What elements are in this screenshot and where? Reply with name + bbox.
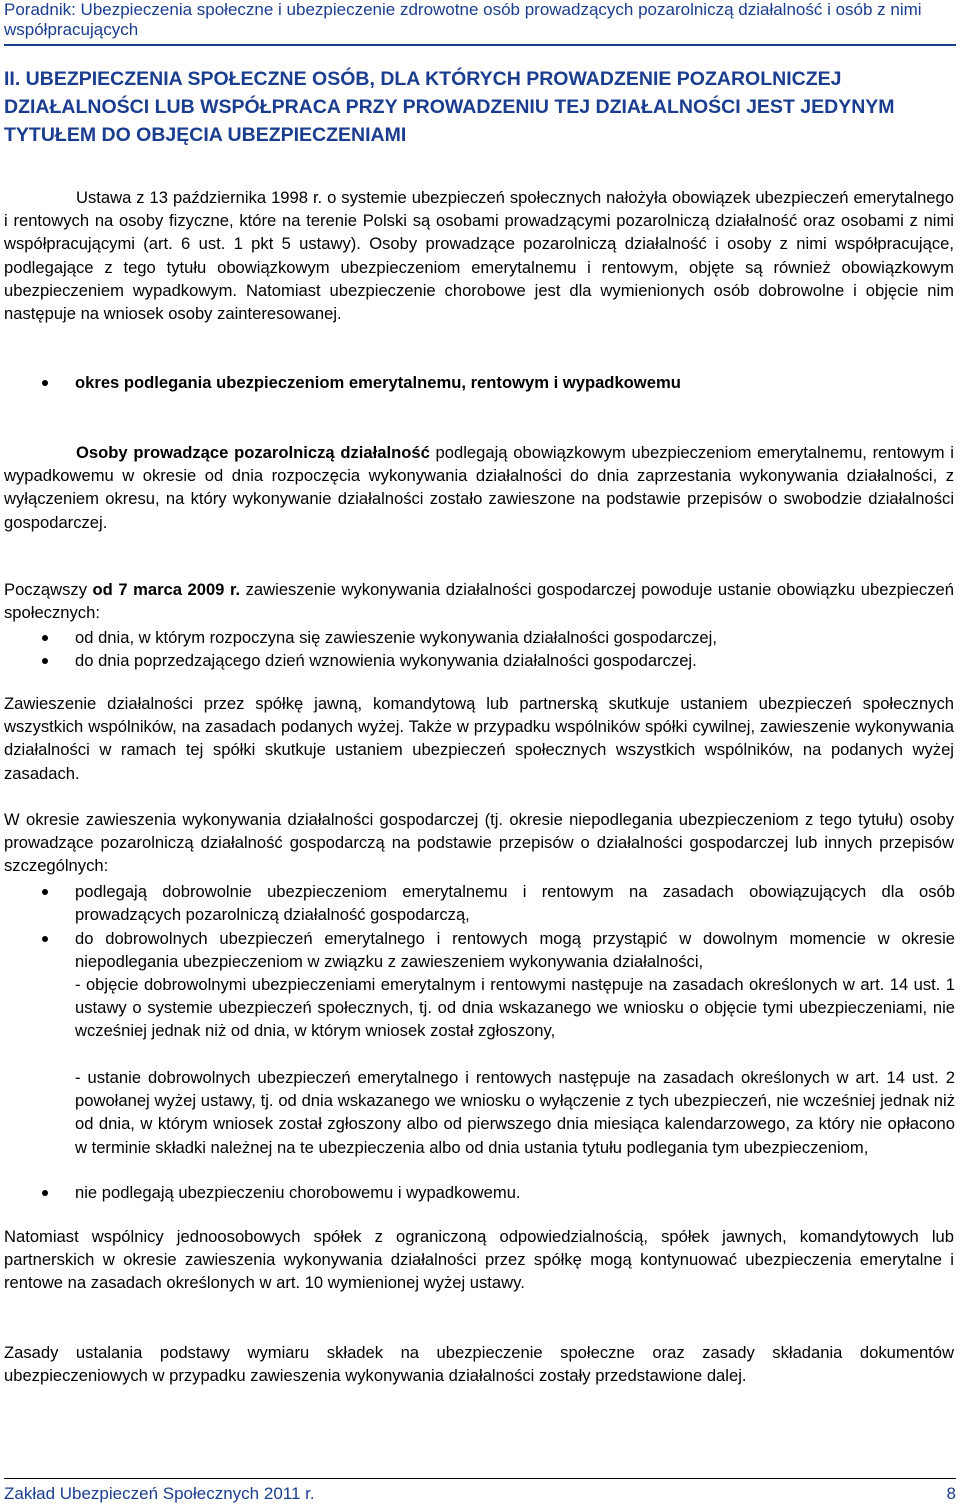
paragraph-w-okresie: W okresie zawieszenia wykonywania działalności gospodarczej (tj. okresie niepodlegania ubezpieczeniom z tego tytułu) osoby prowadzące pozarolniczą działalność gospodarczą na podstawie przepisów o działalności gospodarczej lub innych przepisów szczególnych: bbox=[4, 810, 954, 876]
list-subitem-text: - ustanie dobrowolnych ubezpieczeń emerytalnego i rentowych następuje na zasadach określonych w art. 14 ust. 2 powołanej wyżej ustawy, tj. od dnia wskazanego we wniosku o wyłączenie z tych ubezpieczeń, nie wcześniej jednak niż od dnia, w którym wniosek został zgłoszony albo od pierwszego dnia miesiąca kalendarzowego, za który nie opłacono w terminie składki należnej na te ubezpieczenia albo od dnia ustania tytułu podlegania tym ubezpieczeniom, bbox=[75, 1068, 955, 1157]
header-rule bbox=[4, 44, 956, 46]
paragraph-osoby-rest: podlegają obowiązkowym ubezpieczeniom emerytalnemu, rentowym i wypadkowemu w okresie od dnia rozpoczęcia wykonywania działalności do dnia zaprzestania wykonywania działalności, z wyłączeniem okresu, na który wykonywanie działalności zostało zawieszone na podstawie przepisów o swobodzie działalności gospodarczej. bbox=[4, 443, 954, 532]
list-item-text: nie podlegają ubezpieczeniu chorobowemu i wypadkowemu. bbox=[75, 1183, 521, 1202]
paragraph-zawieszenie: Zawieszenie działalności przez spółkę jawną, komandytową lub partnerską skutkuje ustaniem ubezpieczeń społecznych wszystkich wspólników, na zasadach podanych wyżej. Także w przypadku wspólników spółki cywilnej, zawieszenie wykonywania działalności w ramach tej spółki skutkuje ustaniem ubezpieczeń społecznych wszystkich wspólników, na podanych wyżej zasadach. bbox=[4, 694, 954, 783]
list-item-text: od dnia, w którym rozpoczyna się zawieszenie wykonywania działalności gospodarczej, bbox=[75, 628, 717, 647]
page-number: 8 bbox=[946, 1484, 956, 1503]
paragraph-poczawszy-bold: od 7 marca 2009 r. bbox=[92, 580, 241, 599]
paragraph-poczawszy-pre: Począwszy bbox=[4, 580, 93, 599]
footer-publisher: Zakład Ubezpieczeń Społecznych 2011 r. bbox=[4, 1484, 315, 1503]
section-heading: II. UBEZPIECZENIA SPOŁECZNE OSÓB, DLA KTÓRYCH PROWADZENIE POZAROLNICZEJ DZIAŁALNOŚCI LUB WSPÓŁPRACA PRZY PROWADZENIU TEJ DZIAŁALNOŚCI JEST JEDYNYM TYTUŁEM DO OBJĘCIA UBEZPIECZENIAMI bbox=[4, 68, 895, 146]
paragraph-poczawszy-rest: zawieszenie wykonywania działalności gospodarczej powoduje ustanie obowiązku ubezpieczeń społecznych: bbox=[4, 580, 954, 623]
intro-paragraph: Ustawa z 13 października 1998 r. o systemie ubezpieczeń społecznych nałożyła obowiązek ubezpieczeń emerytalnego i rentowych na osoby fizyczne, które na terenie Polski są osobami prowadzącymi pozarolniczą działalność oraz osobami z nimi współpracującymi (art. 6 ust. 1 pkt 5 ustawy). Osoby prowadzące pozarolniczą działalność i osoby z nimi współpracujące, podlegające z tego tytułu obowiązkowym ubezpieczeniom emerytalnemu i rentowym, objęte są również obowiązkowym ubezpieczeniem wypadkowym. Natomiast ubezpieczenie chorobowe jest dla wymienionych osób dobrowolne i objęcie nim następuje na wniosek osoby zainteresowanej. bbox=[4, 188, 954, 324]
bullet-icon bbox=[42, 635, 48, 641]
list-item-text: do dnia poprzedzającego dzień wznowienia wykonywania działalności gospodarczej. bbox=[75, 651, 697, 670]
list-item-text: podlegają dobrowolnie ubezpieczeniom emerytalnemu i rentowym na zasadach obowiązujących dla osób prowadzących pozarolniczą działalność gospodarczą, bbox=[75, 882, 955, 925]
bullet-icon bbox=[42, 936, 48, 942]
paragraph-osoby bbox=[4, 441, 954, 534]
bullet-icon bbox=[42, 1190, 48, 1196]
bullet-icon bbox=[42, 889, 48, 895]
bullet-icon bbox=[42, 658, 48, 664]
paragraph-natomiast: Natomiast wspólnicy jednoosobowych spółek z ograniczoną odpowiedzialnością, spółek jawnych, komandytowych lub partnerskich w okresie zawieszenia wykonywania działalności przez spółkę mogą kontynuować ubezpieczenia emerytalne i rentowe na zasadach określonych w art. 10 wymienionej wyżej ustawy. bbox=[4, 1227, 954, 1293]
subheading-text: okres podlegania ubezpieczeniom emerytalnemu, rentowym i wypadkowemu bbox=[75, 373, 681, 392]
paragraph-osoby-bold: Osoby prowadzące pozarolniczą działalność bbox=[76, 443, 430, 462]
running-header: Poradnik: Ubezpieczenia społeczne i ubezpieczenie zdrowotne osób prowadzących pozarolniczą działalność i osób z nimi współpracujących bbox=[4, 0, 922, 39]
paragraph-poczawszy bbox=[4, 578, 954, 624]
list-subitem-text: - objęcie dobrowolnymi ubezpieczeniami emerytalnym i rentowymi następuje na zasadach określonych w art. 14 ust. 1 ustawy o systemie ubezpieczeń społecznych, tj. od dnia wskazanego we wniosku o objęcie tymi ubezpieczeniami, nie wcześniej jednak niż od dnia, w którym wniosek został zgłoszony, bbox=[75, 975, 955, 1041]
paragraph-zasady: Zasady ustalania podstawy wymiaru składek na ubezpieczenie społeczne oraz zasady składania dokumentów ubezpieczeniowych w przypadku zawieszenia wykonywania działalności zostały przedstawione dalej. bbox=[4, 1343, 954, 1386]
list-item-text: do dobrowolnych ubezpieczeń emerytalnego i rentowych mogą przystąpić w dowolnym momencie w okresie niepodlegania ubezpieczeniom w związku z zawieszeniem wykonywania działalności, bbox=[75, 929, 955, 972]
bullet-icon bbox=[42, 380, 48, 386]
footer-rule bbox=[4, 1478, 956, 1479]
